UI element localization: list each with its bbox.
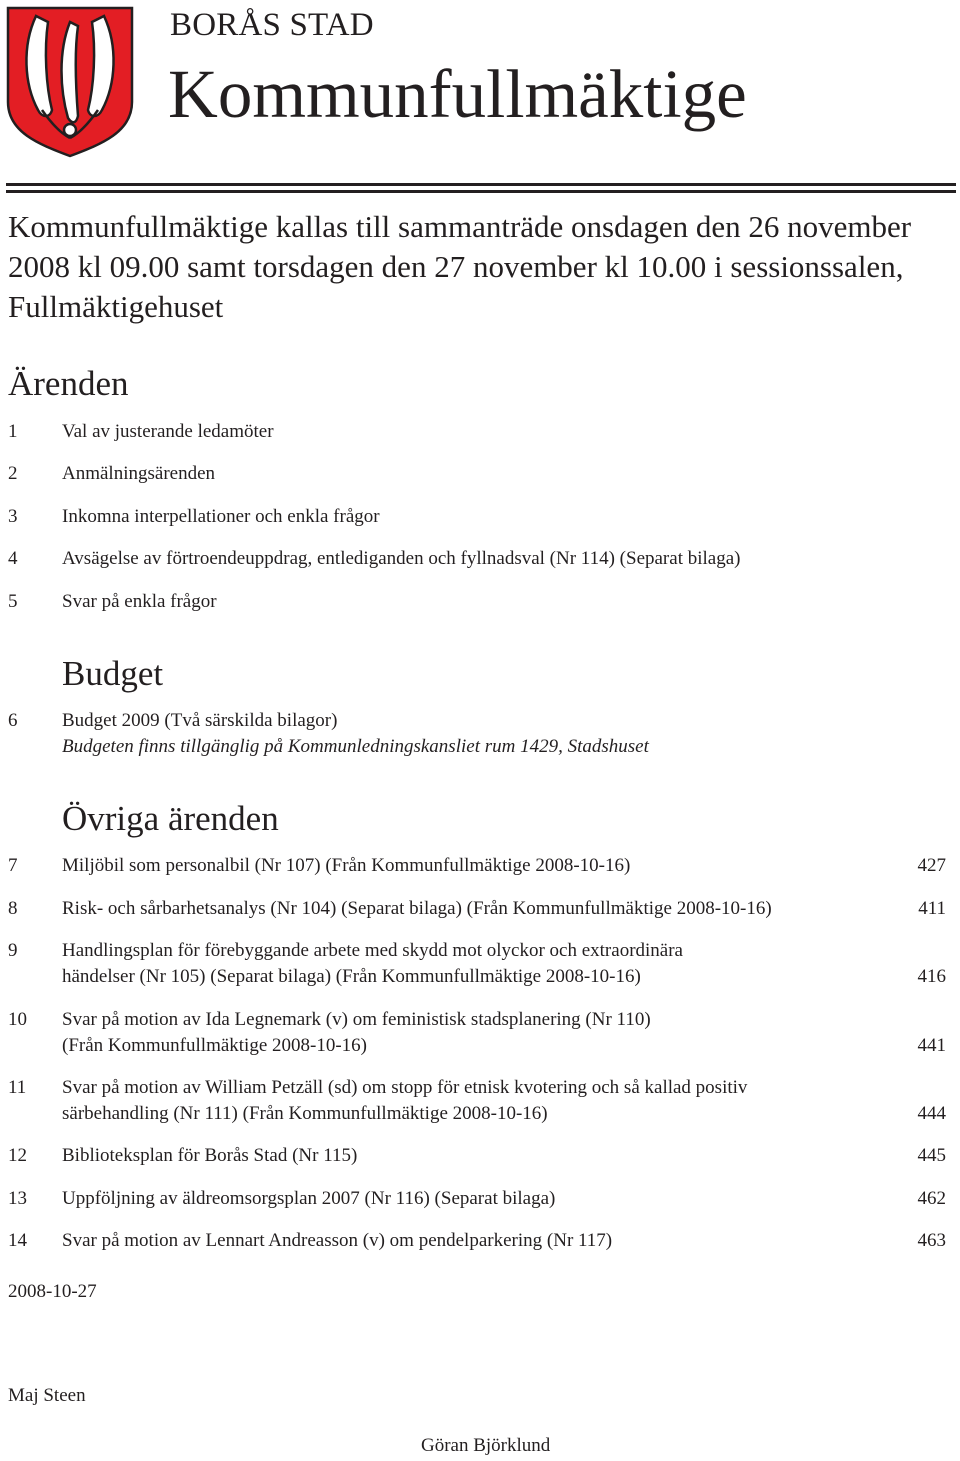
item-page-number: 462 (917, 1188, 946, 1209)
item-number: 6 (8, 710, 18, 731)
item-text-continued: särbehandling (Nr 111) (Från Kommunfullmäktige 2008-10-16) (62, 1103, 548, 1124)
document-date: 2008-10-27 (8, 1281, 97, 1302)
item-text: Handlingsplan för förebyggande arbete med skydd mot olyckor och extraordinära (62, 940, 683, 961)
item-text: Svar på enkla frågor (62, 591, 217, 612)
item-number: 1 (8, 421, 18, 442)
item-number: 4 (8, 548, 18, 569)
page-title: Kommunfullmäktige (168, 56, 747, 132)
header-rule-bottom (6, 190, 956, 193)
item-text: Budget 2009 (Två särskilda bilagor) (62, 710, 338, 731)
item-text: Avsägelse av förtroendeuppdrag, entlediganden och fyllnadsval (Nr 114) (Separat bilaga) (62, 548, 741, 569)
item-text: Val av justerande ledamöter (62, 421, 274, 442)
item-text: Svar på motion av Lennart Andreasson (v) om pendelparkering (Nr 117) (62, 1230, 613, 1251)
item-page-number: 411 (918, 898, 946, 919)
city-name: BORÅS STAD (170, 7, 374, 43)
item-page-number: 463 (917, 1230, 946, 1251)
item-text: Inkomna interpellationer och enkla frågor (62, 506, 380, 527)
item-page-number: 441 (917, 1035, 946, 1056)
item-text: Uppföljning av äldreomsorgsplan 2007 (Nr 116) (Separat bilaga) (62, 1188, 556, 1209)
item-page-number: 444 (917, 1103, 946, 1124)
item-number: 14 (8, 1230, 27, 1251)
item-number: 3 (8, 506, 18, 527)
signature-center: Göran Björklund (421, 1435, 551, 1456)
item-text: Biblioteksplan för Borås Stad (Nr 115) (62, 1145, 358, 1166)
item-text-continued: händelser (Nr 105) (Separat bilaga) (Från Kommunfullmäktige 2008-10-16) (62, 966, 641, 987)
item-number: 9 (8, 940, 18, 961)
budget-availability-note: Budgeten finns tillgänglig på Kommunledningskansliet rum 1429, Stadshuset (62, 736, 649, 757)
item-page-number: 445 (917, 1145, 946, 1166)
heading-arenden: Ärenden (8, 364, 129, 403)
item-text: Miljöbil som personalbil (Nr 107) (Från Kommunfullmäktige 2008-10-16) (62, 855, 631, 876)
item-number: 10 (8, 1009, 27, 1030)
item-number: 13 (8, 1188, 27, 1209)
item-page-number: 416 (917, 966, 946, 987)
item-page-number: 427 (917, 855, 946, 876)
item-text: Svar på motion av Ida Legnemark (v) om feministisk stadsplanering (Nr 110) (62, 1009, 651, 1030)
borås-crest-logo (6, 6, 134, 158)
item-text: Risk- och sårbarhetsanalys (Nr 104) (Separat bilaga) (Från Kommunfullmäktige 2008-10-16) (62, 898, 772, 919)
signature-left: Maj Steen (8, 1385, 86, 1406)
item-text: Anmälningsärenden (62, 463, 216, 484)
item-text: Svar på motion av William Petzäll (sd) om stopp för etnisk kvotering och så kallad positiv (62, 1077, 748, 1098)
heading-budget: Budget (62, 654, 164, 693)
item-number: 8 (8, 898, 18, 919)
item-number: 11 (8, 1077, 27, 1098)
item-number: 12 (8, 1145, 27, 1166)
heading-ovriga-arenden: Övriga ärenden (62, 799, 279, 838)
item-number: 2 (8, 463, 18, 484)
header-rule-top (6, 183, 956, 186)
item-text-continued: (Från Kommunfullmäktige 2008-10-16) (62, 1035, 368, 1056)
item-number: 7 (8, 855, 18, 876)
item-number: 5 (8, 591, 18, 612)
meeting-announcement: Kommunfullmäktige kallas till sammanträde onsdagen den 26 november 2008 kl 09.00 samt torsdagen den 27 november kl 10.00 i sessionssalen, Fullmäktigehuset (8, 209, 912, 324)
